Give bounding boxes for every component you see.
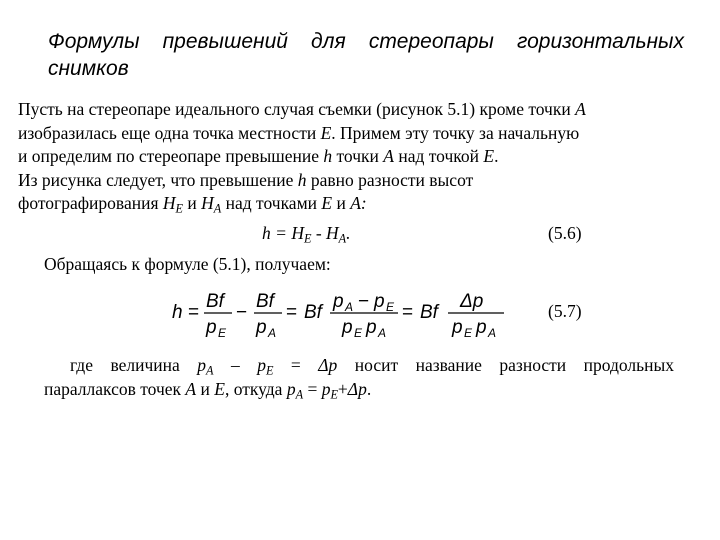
var-p: p [257, 355, 266, 375]
denominator-p: p [452, 317, 463, 338]
text-run: фотографирования [18, 193, 163, 213]
denominator-p: p [342, 317, 353, 338]
subscript-A: A [268, 326, 277, 340]
where-paragraph [44, 354, 674, 401]
denominator-p: p [256, 317, 267, 338]
var-dp: Δp [347, 378, 367, 399]
numerator-Bf: Bf [256, 291, 274, 312]
subscript-A: A [213, 201, 222, 216]
subscript-E: E [464, 326, 473, 340]
text-run: + [337, 378, 348, 399]
text-run: над точкой [393, 146, 484, 166]
paragraph-line-1 [18, 98, 686, 122]
paragraph-line-4 [18, 169, 686, 193]
intro-paragraph [18, 98, 686, 216]
text-run: – [213, 355, 258, 375]
title-line-2: снимков [48, 57, 129, 80]
text-run: . [494, 146, 499, 166]
equation-number-5-6: (5.6) [548, 223, 582, 243]
var-H: H [201, 193, 214, 213]
denominator-p: p [366, 317, 377, 338]
var-A: A [185, 378, 197, 399]
subscript-A: A [295, 387, 304, 402]
denominator-p: p [476, 317, 487, 338]
text-run: Из рисунка следует, что превышение [18, 169, 298, 190]
text-run: = [273, 355, 319, 375]
text-run: , откуда [224, 378, 287, 399]
text-run: параллаксов точек [44, 378, 186, 399]
equals-sign: = [188, 302, 200, 323]
var-HE [162, 193, 184, 216]
var-HA [201, 193, 222, 216]
var-A: A [383, 146, 394, 166]
var-h: h [323, 146, 333, 166]
equals-sign: = [270, 223, 292, 243]
text-run: Пусть на стереопаре идеального случая съемки (рисунок 5.1) кроме точки [18, 99, 576, 119]
var-E: E [214, 378, 225, 399]
equation-number-5-7: (5.7) [548, 301, 582, 321]
equals-sign: = [286, 302, 298, 323]
subscript-E: E [303, 231, 312, 246]
subscript-A: A [206, 363, 214, 378]
text-run: и [196, 378, 215, 399]
paragraph-line-2 [18, 122, 686, 146]
factor-Bf: Bf [420, 302, 438, 323]
where-line-1 [44, 354, 674, 378]
var-p: p [197, 355, 207, 375]
var-dp: Δp [318, 355, 338, 375]
minus-sign: − [358, 291, 370, 312]
numerator-Bf: Bf [206, 291, 224, 312]
subscript-E: E [330, 387, 338, 402]
var-H: H [291, 223, 304, 243]
var-A: A [575, 99, 586, 119]
minus-sign: − [236, 302, 248, 323]
period: . [346, 223, 351, 243]
subscript-E: E [386, 300, 395, 314]
where-line-2 [44, 378, 674, 402]
numerator-p: p [374, 291, 385, 312]
equals-sign: = [402, 302, 414, 323]
factor-Bf: Bf [304, 302, 322, 323]
text-run: изобразилась еще одна точка местности [18, 122, 321, 143]
numerator-dp: Δp [460, 291, 484, 312]
text-run: . Примем эту точку за начальную [331, 122, 580, 143]
text-run: носит название разности продольных [337, 355, 675, 375]
text-run: точки [332, 146, 384, 166]
var-pE [257, 355, 274, 378]
formula-5-6 [262, 223, 351, 244]
paragraph-line-5 [18, 192, 686, 216]
subscript-A: A [338, 231, 347, 246]
var-H: H [162, 193, 176, 213]
var-h: h [297, 169, 307, 190]
transition-text: Обращаясь к формуле (5.1), получаем: [44, 254, 331, 274]
subscript-E: E [175, 201, 184, 216]
slide-title [48, 28, 684, 82]
paragraph-line-3 [18, 145, 686, 169]
var-H: H [326, 223, 339, 243]
var-A: A: [350, 193, 367, 213]
var-h: h [172, 302, 183, 323]
text-run: над точками [221, 193, 322, 213]
text-run: = [303, 378, 322, 399]
var-E: E [321, 193, 333, 213]
text-run: где величина [70, 355, 198, 375]
var-pE [321, 378, 338, 402]
var-p: p [321, 378, 331, 399]
var-h: h [262, 223, 271, 243]
subscript-A: A [345, 300, 354, 314]
var-E: E [320, 122, 332, 143]
subscript-E: E [218, 326, 227, 340]
var-p: p [286, 378, 296, 399]
formula-5-7-svg [170, 283, 510, 343]
numerator-p: p [333, 291, 344, 312]
text-run: . [366, 378, 372, 399]
var-pA [286, 378, 304, 402]
subscript-A: A [488, 326, 497, 340]
var-pA [197, 355, 214, 378]
text-run: равно разности высот [306, 169, 474, 190]
var-E: E [483, 146, 495, 166]
text-run: и [332, 193, 351, 213]
subscript-E: E [354, 326, 363, 340]
text-run: и [183, 193, 202, 213]
title-line-1: Формулы превышений для стереопары горизонтальных [48, 30, 684, 53]
subscript-A: A [378, 326, 387, 340]
formula-5-7 [170, 283, 510, 348]
subscript-E: E [265, 363, 274, 378]
text-run: и определим по стереопаре превышение [18, 146, 324, 166]
denominator-p: p [206, 317, 217, 338]
minus-sign: - [311, 223, 327, 243]
